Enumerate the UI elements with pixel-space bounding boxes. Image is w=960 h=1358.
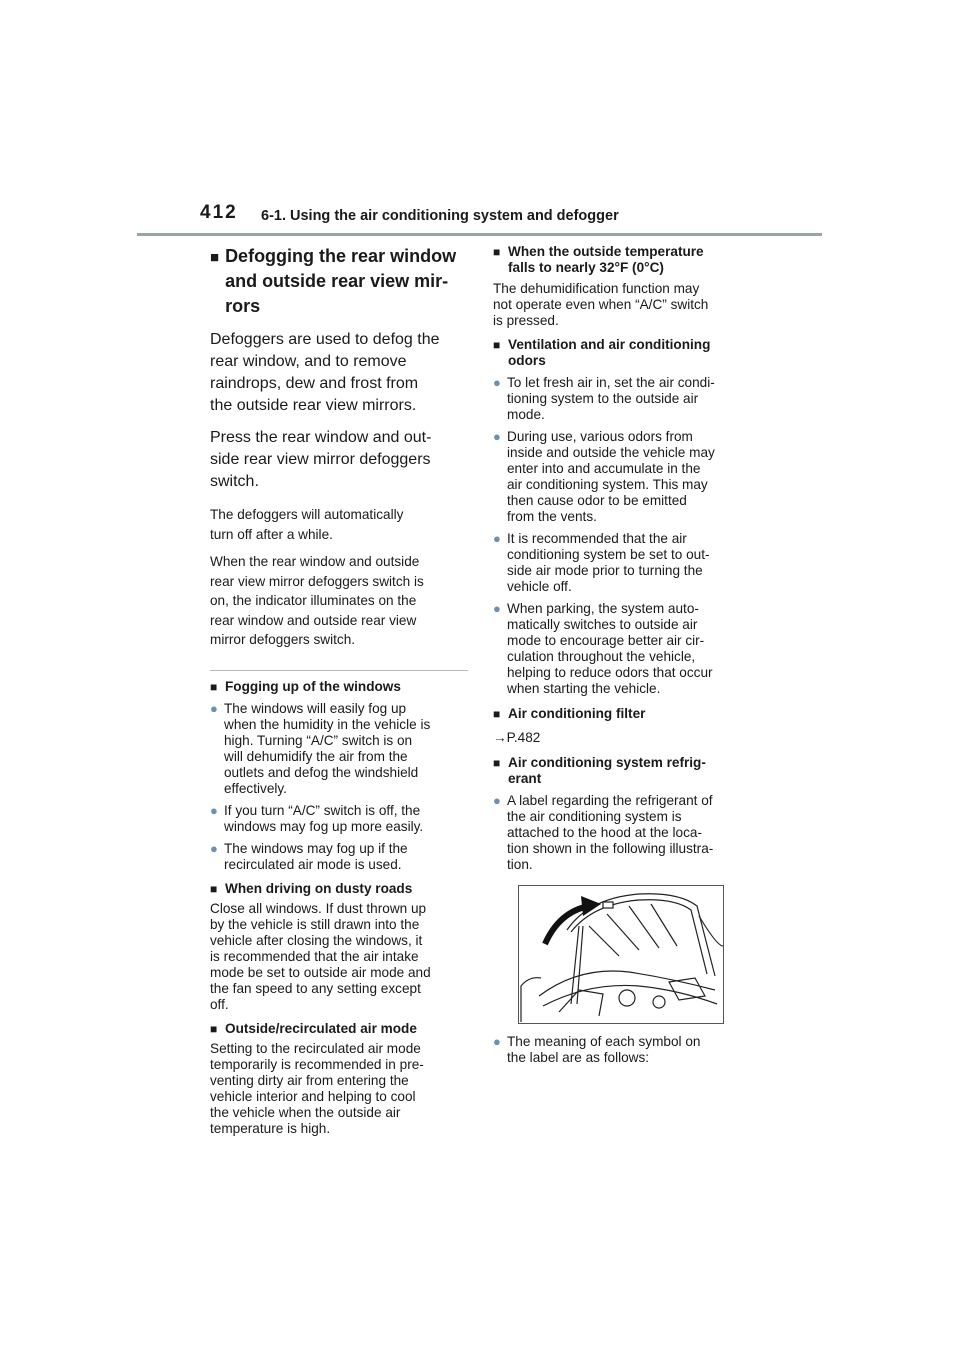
- square-bullet-icon: ■: [210, 881, 218, 896]
- open-hood-drawing: [519, 886, 723, 1023]
- recirculated-heading: ■ Outside/recirculated air mode: [210, 1020, 417, 1036]
- dot-bullet-icon: ●: [493, 531, 501, 546]
- filter-heading: ■ Air conditioning filter: [493, 706, 646, 721]
- freezing-heading: ■ When the outside temperature falls to nearly 32°F (0°C): [493, 244, 704, 275]
- defogger-instruction: Press the rear window and out- side rear view mirror defoggers switch.: [210, 429, 432, 490]
- list-item: ● If you turn “A/C” switch is off, the windows may fog up more easily.: [210, 802, 424, 834]
- page-number: 412: [200, 202, 238, 223]
- filter-page-link[interactable]: →P.482: [493, 730, 541, 745]
- dusty-roads-heading: ■ When driving on dusty roads: [210, 880, 413, 896]
- dusty-roads-text: Close all windows. If dust thrown up by the vehicle is still drawn into the vehicle after closing the windows, it is recommended that the air intake mode be set to outside air mode and the fan speed to any setting except off.: [210, 900, 431, 1012]
- section-divider: [210, 670, 468, 671]
- list-item: ● The windows will easily fog up when the humidity in the vehicle is high. Turning “A/C” switch is on will dehumidify the air from the outlets and defog the windshield effectively.: [210, 700, 431, 796]
- list-item: ● A label regarding the refrigerant of the air conditioning system is attached to the hood at the loca- tion shown in the following illustra- tion.: [493, 793, 714, 872]
- hood-label-illustration: [518, 885, 724, 1024]
- dot-bullet-icon: ●: [210, 700, 218, 716]
- square-bullet-icon: ■: [210, 679, 218, 694]
- fogging-heading: ■ Fogging up of the windows: [210, 678, 401, 694]
- defogger-description: Defoggers are used to defog the rear window, and to remove raindrops, dew and frost from the outside rear view mirrors.: [210, 331, 440, 414]
- square-bullet-icon: ■: [493, 245, 501, 259]
- auto-off-note: The defoggers will automatically turn off after a while.: [210, 507, 404, 542]
- heading-line: Defogging the rear window: [225, 246, 457, 266]
- dot-bullet-icon: ●: [493, 793, 501, 808]
- square-bullet-icon: ■: [210, 249, 220, 266]
- dot-bullet-icon: ●: [210, 840, 218, 856]
- recirculated-text: Setting to the recirculated air mode temporarily is recommended in pre- venting dirty air from entering the vehicle interior and helping to cool the vehicle when the outside air temperature is high.: [210, 1040, 424, 1136]
- indicator-note: When the rear window and outside rear view mirror defoggers switch is on, the indicator illuminates on the rear window and outside rear view mirror defoggers switch.: [210, 554, 424, 647]
- left-column: [210, 244, 468, 1137]
- refrigerant-heading: ■ Air conditioning system refrig- erant: [493, 755, 706, 786]
- list-item: ● During use, various odors from inside and outside the vehicle may enter into and accumulate in the air conditioning system. This may then cause odor to be emitted from the vents.: [493, 429, 715, 524]
- defogging-heading: [210, 244, 468, 319]
- heading-line: and outside rear view mir-: [225, 271, 449, 291]
- list-item: ● It is recommended that the air conditioning system be set to out- side air mode prior to turning the vehicle off.: [493, 531, 710, 594]
- list-item: ● The windows may fog up if the recirculated air mode is used.: [210, 840, 408, 872]
- list-item: ● The meaning of each symbol on the label are as follows:: [493, 1034, 701, 1065]
- dot-bullet-icon: ●: [493, 1034, 501, 1049]
- dot-bullet-icon: ●: [493, 601, 501, 616]
- square-bullet-icon: ■: [493, 756, 501, 770]
- square-bullet-icon: ■: [493, 707, 501, 721]
- square-bullet-icon: ■: [493, 338, 501, 352]
- header-divider: [137, 233, 822, 236]
- right-column: [493, 244, 755, 1066]
- list-item: ● When parking, the system auto- matically switches to outside air mode to encourage better air cir- culation throughout the vehicle, helping to reduce odors that occur when starting the vehicle.: [493, 601, 713, 696]
- heading-line: rors: [225, 296, 261, 316]
- section-title: 6-1. Using the air conditioning system and defogger: [261, 208, 619, 224]
- dot-bullet-icon: ●: [493, 429, 501, 444]
- square-bullet-icon: ■: [210, 1021, 218, 1036]
- dot-bullet-icon: ●: [210, 802, 218, 818]
- dot-bullet-icon: ●: [493, 375, 501, 390]
- ventilation-heading: ■ Ventilation and air conditioning odors: [493, 337, 711, 368]
- list-item: ● To let fresh air in, set the air condi- tioning system to the outside air mode.: [493, 375, 715, 422]
- freezing-text: The dehumidification function may not operate even when “A/C” switch is pressed.: [493, 281, 709, 328]
